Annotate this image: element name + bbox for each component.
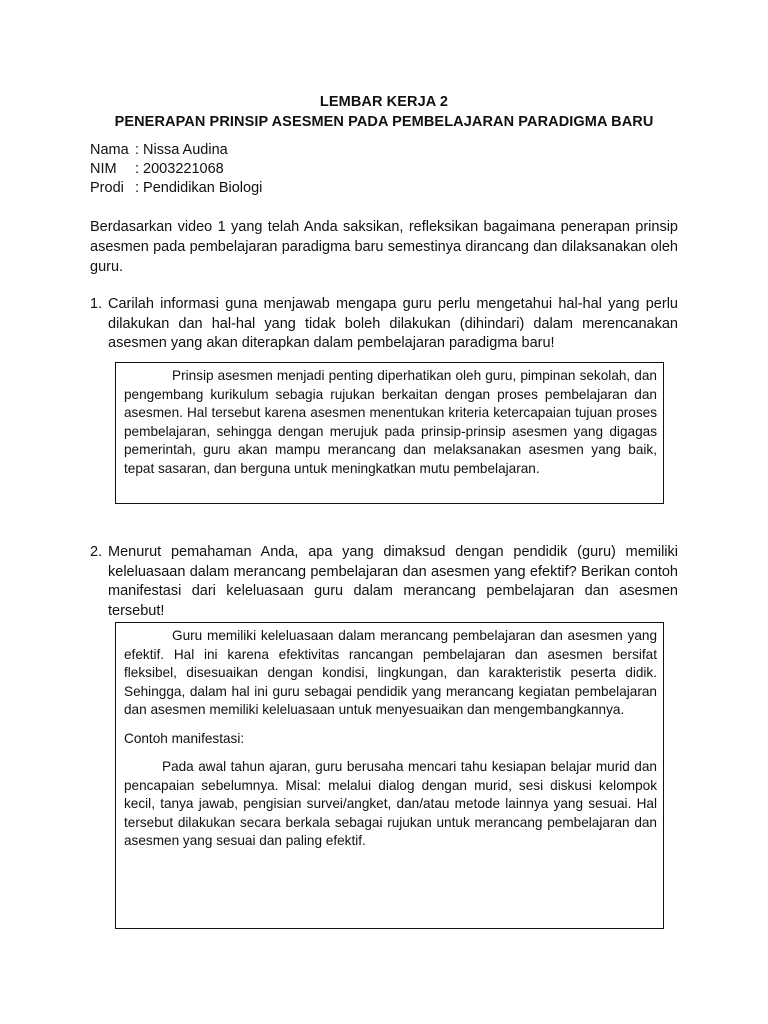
question-1 [90, 295, 678, 354]
identity-value: : 2003221068 [135, 161, 224, 177]
question-text: Menurut pemahaman Anda, apa yang dimaksud dengan pendidik (guru) memiliki keleluasaan dalam merancang pembelajaran dan asesmen yang efektif? Berikan contoh manifestasi dari keleluasaan guru dalam merancang pembelajaran dan asesmen tersebut! [108, 544, 678, 619]
answer-text: Prinsip asesmen menjadi penting diperhatikan oleh guru, pimpinan sekolah, dan pengembang kurikulum sebagia rujukan berkaitan dengan proses pembelajaran dan asesmen. Hal tersebut karena asesmen menentukan kriteria ketercapaian tujuan proses pembelajaran, sehingga dengan merujuk pada prinsip-prinsip asesmen yang digagas pemerintah, guru akan mampu merancang dan melaksanakan asesmen yang baik, tepat sasaran, dan berguna untuk meningkatkan mutu pembelajaran. [124, 368, 657, 476]
identity-row-prodi [90, 179, 262, 198]
question-text: Carilah informasi guna menjawab mengapa guru perlu mengetahui hal-hal yang perlu dilakukan dan hal-hal yang tidak boleh dilakukan (dihindari) dalam merencanakan asesmen yang akan diterapkan dalam pembelajaran paradigma baru! [108, 296, 678, 351]
answer-box-1 [115, 362, 664, 504]
worksheet-subtitle: PENERAPAN PRINSIP ASESMEN PADA PEMBELAJARAN PARADIGMA BARU [114, 114, 654, 130]
identity-row-name [90, 141, 262, 160]
question-number: 1. [90, 296, 103, 312]
identity-value: : Nissa Audina [135, 142, 228, 158]
student-identity [90, 141, 262, 198]
worksheet-title: LEMBAR KERJA 2 [319, 94, 449, 110]
identity-row-nim [90, 160, 262, 179]
intro-paragraph: Berdasarkan video 1 yang telah Anda saksikan, refleksikan bagaimana penerapan prinsip asesmen pada pembelajaran paradigma baru semestinya dirancang dan dilaksanakan oleh guru. [90, 219, 678, 275]
identity-label: NIM [90, 161, 117, 177]
question-2 [90, 543, 678, 621]
question-number: 2. [90, 544, 103, 560]
answer-example-paragraph: Pada awal tahun ajaran, guru berusaha mencari tahu kesiapan belajar murid dan pencapaian sebelumnya. Misal: melalui dialog dengan murid, sesi diskusi kelompok kecil, tanya jawab, pengisian survei/angket, dan/atau metode lainnya yang sesuai. Hal tersebut dilakukan secara berkala sebagai rujukan untuk merancang pembelajaran dan asesmen yang sesuai dan paling efektif. [124, 759, 657, 848]
identity-value: : Pendidikan Biologi [135, 180, 263, 196]
identity-label: Prodi [90, 180, 124, 196]
answer-box-2 [115, 622, 664, 929]
answer-paragraph: Guru memiliki keleluasaan dalam merancang pembelajaran dan asesmen yang efektif. Hal ini karena efektivitas rancangan pembelajaran dan asesmen bersifat fleksibel, disesuaikan dengan kondisi, lingkungan, dan karakteristik peserta didik. Sehingga, dalam hal ini guru sebagai pendidik yang merancang kegiatan pembelajaran dan asesmen memiliki keleluasaan untuk menyesuaikan dan mengembangkannya. [124, 628, 657, 717]
answer-example-label: Contoh manifestasi: [124, 730, 245, 746]
identity-label: Nama [90, 142, 129, 158]
